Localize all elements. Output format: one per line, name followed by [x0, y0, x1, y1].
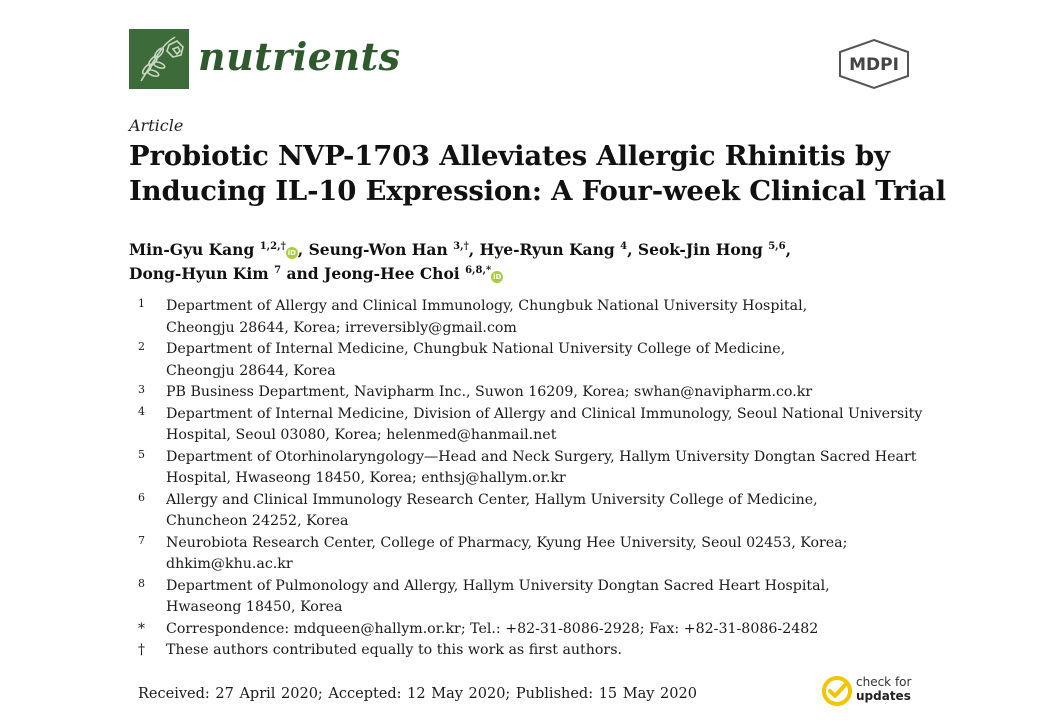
affiliation-item: 7 Neurobiota Research Center, College of Pharmacy, Kyung Hee University, Seoul 02453, Korea; dhkim@khu.ac.kr: [138, 533, 928, 576]
mdpi-logo: [836, 38, 912, 90]
affiliation-marker: 6: [138, 490, 145, 504]
affiliation-item: 5 Department of Otorhinolaryngology—Head and Neck Surgery, Hallym University Dongtan Sacred Heart Hospital, Hwaseong 18450, Korea; enthsj@hallym.or.kr: [138, 447, 928, 490]
author-affil-sup: 3,†: [453, 241, 469, 252]
orcid-icon[interactable]: iD: [287, 249, 296, 257]
equal-contribution-note: † These authors contributed equally to this work as first authors.: [138, 640, 928, 662]
author-affil-sup: 7: [274, 265, 282, 276]
author-line: Dong-Hyun Kim $^7$ and Jeong-Hee Choi $^{6,8,*}$iD: [129, 264, 502, 283]
author-affil-sup: 5,6: [768, 241, 786, 252]
affiliation-item: 4 Department of Internal Medicine, Division of Allergy and Clinical Immunology, Seoul National University Hospital, Seoul 03080, Korea; helenmed@hanmail.net: [138, 404, 928, 447]
affiliation-marker: 8: [138, 576, 145, 590]
journal-name: nutrients: [198, 34, 401, 79]
affiliation-marker: 2: [138, 340, 145, 353]
affiliation-marker: 3: [138, 383, 145, 396]
title-line: Probiotic NVP-1703 Alleviates Allergic Rhinitis by: [129, 140, 890, 172]
publisher-name: MDPI: [849, 55, 899, 75]
affiliation-item: 1 Department of Allergy and Clinical Immunology, Chungbuk National University Hospital, Cheongju 28644, Korea; irreversibly@gmail.com: [138, 296, 928, 339]
publication-dates: Received: 27 April 2020; Accepted: 12 May 2020; Published: 15 May 2020: [138, 686, 697, 702]
orcid-icon[interactable]: iD: [493, 273, 502, 281]
title-line: Inducing IL-10 Expression: A Four-week Clinical Trial: [129, 175, 946, 207]
author-line: Min-Gyu Kang $^{1,2,\dagger}$iD , Seung-Won Han $^{3,\dagger}$, Hye-Ryun Kang $^4$, Seok-Jin Hong $^{5,6}$,: [129, 240, 792, 259]
author-affil-sup: 4: [620, 241, 628, 252]
affiliation-item: 6 Allergy and Clinical Immunology Research Center, Hallym University College of Medicine, Chuncheon 24252, Korea: [138, 490, 928, 533]
affiliation-marker: 5: [138, 447, 145, 461]
author-name[interactable]: Dong-Hyun Kim: [129, 264, 269, 283]
journal-logo: [129, 29, 189, 89]
updates-label: updates: [856, 689, 911, 703]
nutrients-leaf-icon: [129, 29, 189, 89]
author-name[interactable]: Hye-Ryun Kang: [479, 240, 615, 259]
author-affil-sup: 6,8,*: [465, 265, 492, 276]
affiliation-marker: 4: [138, 404, 145, 418]
author-affil-sup: 1,2,†: [259, 241, 286, 252]
author-name[interactable]: Jeong-Hee Choi: [324, 264, 460, 283]
check-for-updates-icon: [822, 676, 852, 706]
affiliation-marker: *: [138, 620, 145, 637]
affiliation-item: 2 Department of Internal Medicine, Chungbuk National University College of Medicine, Cheongju 28644, Korea: [138, 339, 928, 382]
check-for-updates-button[interactable]: [822, 674, 922, 708]
affiliation-item: 8 Department of Pulmonology and Allergy, Hallym University Dongtan Sacred Heart Hospital, Hwaseong 18450, Korea: [138, 576, 928, 619]
author-list: [129, 238, 929, 286]
author-name[interactable]: Seung-Won Han: [308, 240, 448, 259]
affiliation-list: [138, 296, 928, 662]
affiliation-marker: 1: [138, 297, 145, 310]
affiliation-marker: †: [138, 642, 145, 658]
author-name[interactable]: Seok-Jin Hong: [637, 240, 763, 259]
article-title: [129, 139, 946, 209]
affiliation-item: 3 PB Business Department, Navipharm Inc., Suwon 16209, Korea; swhan@navipharm.co.kr: [138, 382, 928, 404]
article-type: Article: [129, 116, 184, 135]
affiliation-marker: 7: [138, 533, 145, 547]
check-label: check for: [856, 675, 912, 689]
correspondence-item: * Correspondence: mdqueen@hallym.or.kr; Tel.: +82-31-8086-2928; Fax: +82-31-8086-2482: [138, 619, 928, 641]
author-name[interactable]: Min-Gyu Kang: [129, 240, 255, 259]
